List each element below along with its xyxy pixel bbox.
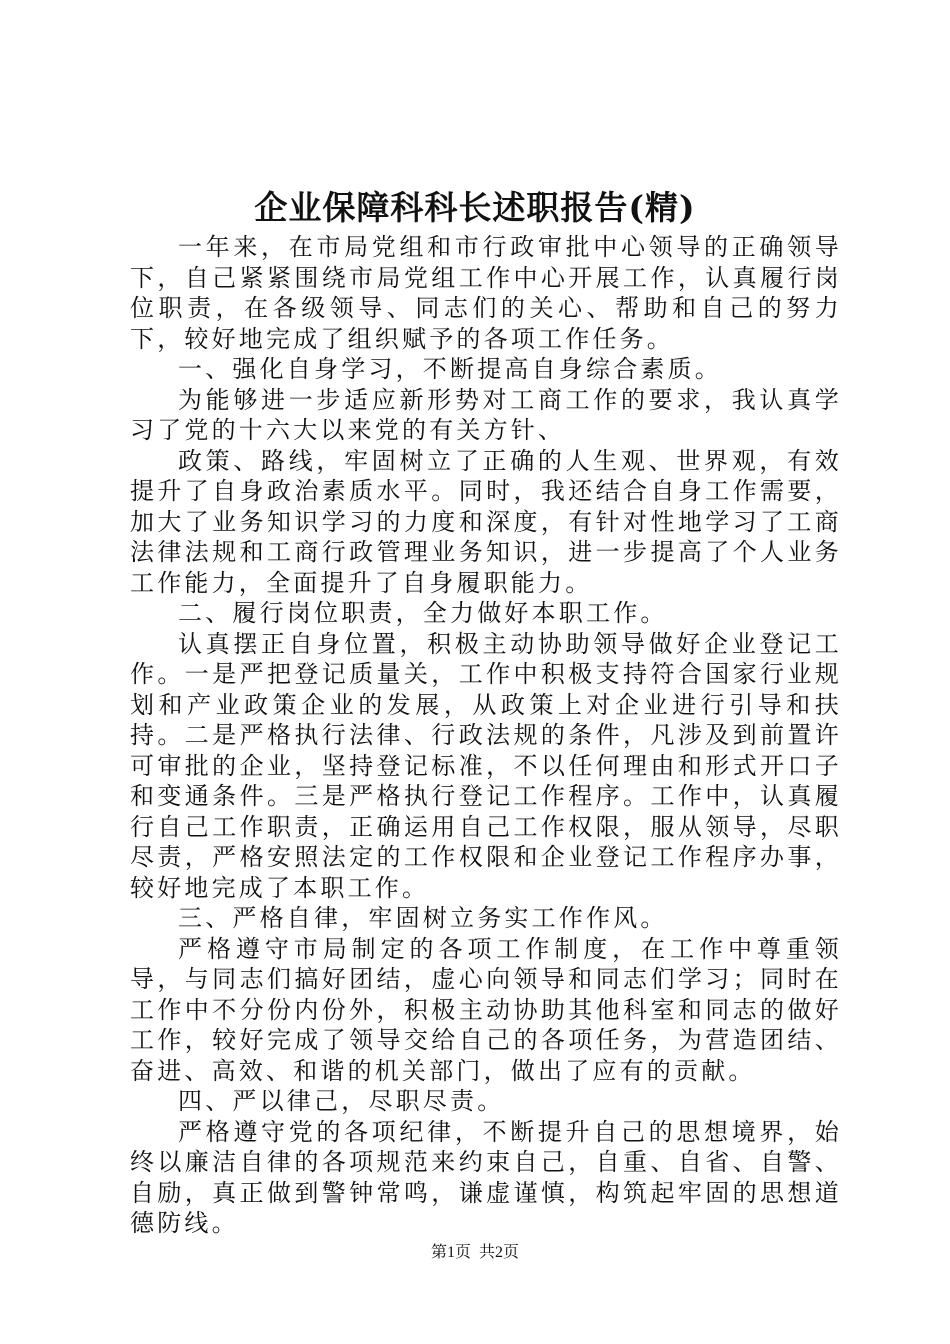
section-heading-4: 四、严以律己，尽职尽责。 <box>178 1087 505 1115</box>
intro-paragraph: 一年来，在市局党组和市行政审批中心领导的正确领导下，自己紧紧围绕市局党组工作中心开展工作，认真履行岗位职责，在各级领导、同志们的关心、帮助和自己的努力下，较好地完成了组织赋予的各项工作任务。 <box>130 233 842 353</box>
page-footer <box>0 1242 950 1264</box>
section-heading-3: 三、严格自律，牢固树立务实工作作风。 <box>178 904 668 932</box>
page-title: 企业保障科科长述职报告(精) <box>254 188 696 227</box>
section-heading-2: 二、履行岗位职责，全力做好本职工作。 <box>178 599 668 627</box>
report-body <box>130 232 842 1239</box>
body-paragraph: 严格遵守党的各项纪律，不断提升自己的思想境界，始终以廉洁自律的各项规范来约束自己，自重、自省、自警、自励，真正做到警钟常鸣，谦虚谨慎，构筑起牢固的思想道德防线。 <box>130 1117 842 1237</box>
body-paragraph: 为能够进一步适应新形势对工商工作的要求，我认真学习了党的十六大以来党的有关方针、 <box>130 385 842 444</box>
body-paragraph: 政策、路线，牢固树立了正确的人生观、世界观，有效提升了自身政治素质水平。同时，我还结合自身工作需要，加大了业务知识学习的力度和深度，有针对性地学习了工商法律法规和工商行政管理业务知识，进一步提高了个人业务工作能力，全面提升了自身履职能力。 <box>130 446 842 597</box>
body-paragraph: 认真摆正自身位置，积极主动协助领导做好企业登记工作。一是严把登记质量关，工作中积极支持符合国家行业规划和产业政策企业的发展，从政策上对企业进行引导和扶持。二是严格执行法律、行政法规的条件，凡涉及到前置许可审批的企业，坚持登记标准，不以任何理由和形式开口子和变通条件。三是严格执行登记工作程序。工作中，认真履行自己工作职责，正确运用自己工作权限，服从领导，尽职尽责，严格安照法定的工作权限和企业登记工作程序办事，较好地完成了本职工作。 <box>130 629 842 902</box>
page-number: 第1页 <box>430 1244 471 1261</box>
body-paragraph: 严格遵守市局制定的各项工作制度，在工作中尊重领导，与同志们搞好团结，虚心向领导和同志们学习；同时在工作中不分份内份外，积极主动协助其他科室和同志的做好工作，较好完成了领导交给自己的各项任务，为营造团结、奋进、高效、和谐的机关部门，做出了应有的贡献。 <box>130 934 842 1085</box>
section-heading-1: 一、强化自身学习，不断提高自身综合素质。 <box>178 355 722 383</box>
page-total: 共2页 <box>479 1244 520 1261</box>
